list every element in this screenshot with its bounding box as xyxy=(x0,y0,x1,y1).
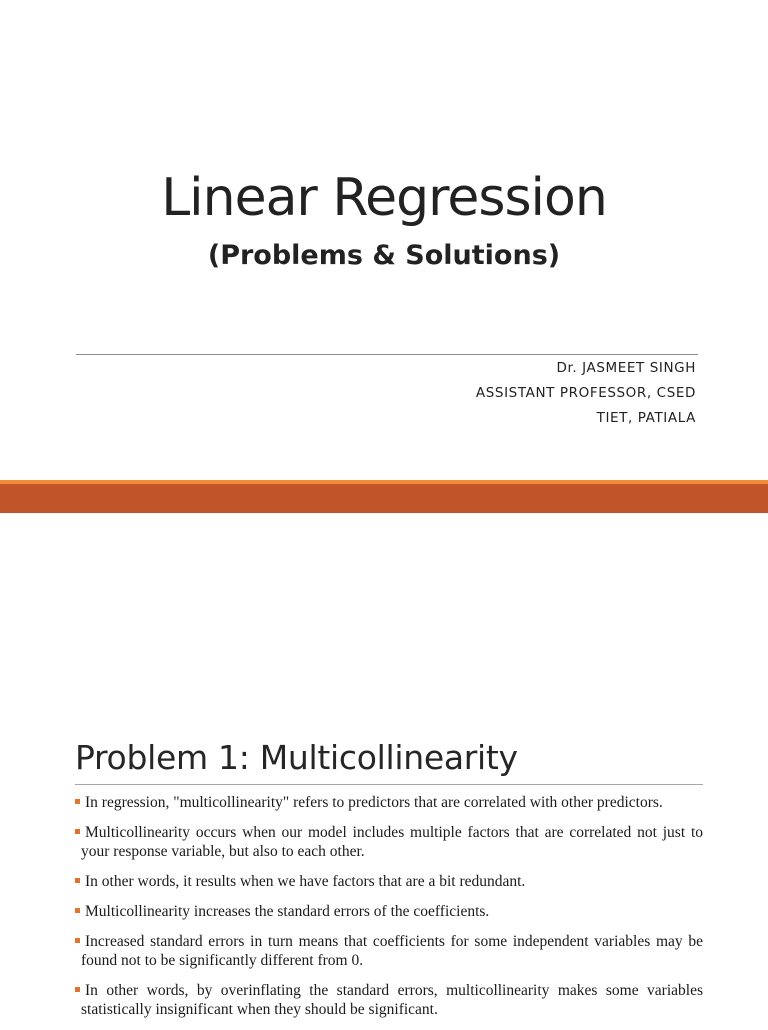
bullet-square-icon xyxy=(75,987,80,992)
bullet-text: In other words, by overinflating the standard errors, multicollinearity makes some variables statistically insignificant when they should be significant. xyxy=(81,982,703,1018)
bullet-square-icon xyxy=(75,938,80,943)
bullet-text: In other words, it results when we have factors that are a bit redundant. xyxy=(85,873,526,890)
title-underline xyxy=(75,784,703,785)
author-name: Dr. JASMEET SINGH xyxy=(556,360,696,376)
bullet-square-icon xyxy=(75,908,80,913)
title-slide xyxy=(0,0,768,480)
bullet-item xyxy=(75,902,703,921)
author-institution: TIET, PATIALA xyxy=(596,410,696,426)
divider-line xyxy=(76,354,698,355)
content-slide-title: Problem 1: Multicollinearity xyxy=(75,738,518,777)
bullet-item xyxy=(75,932,703,970)
bullet-item xyxy=(75,872,703,891)
author-role: ASSISTANT PROFESSOR, CSED xyxy=(475,385,696,401)
accent-band xyxy=(0,484,768,513)
bullet-square-icon xyxy=(75,878,80,883)
bullet-item xyxy=(75,793,703,812)
slide-title: Linear Regression xyxy=(161,168,607,228)
bullet-text: In regression, "multicollinearity" refers to predictors that are correlated with other predictors. xyxy=(85,794,663,811)
bullet-text: Multicollinearity occurs when our model includes multiple factors that are correlated not just to your response variable, but also to each other. xyxy=(81,824,703,860)
bullet-square-icon xyxy=(75,829,80,834)
bullet-text: Multicollinearity increases the standard errors of the coefficients. xyxy=(85,903,490,920)
bullet-list xyxy=(75,793,703,1030)
bullet-text: Increased standard errors in turn means that coefficients for some independent variables may be found not to be significantly different from 0. xyxy=(81,933,703,969)
bullet-square-icon xyxy=(75,799,80,804)
bullet-item xyxy=(75,823,703,861)
bullet-item xyxy=(75,981,703,1019)
content-slide xyxy=(0,513,768,1024)
slide-subtitle: (Problems & Solutions) xyxy=(207,240,561,271)
author-block xyxy=(476,360,696,435)
